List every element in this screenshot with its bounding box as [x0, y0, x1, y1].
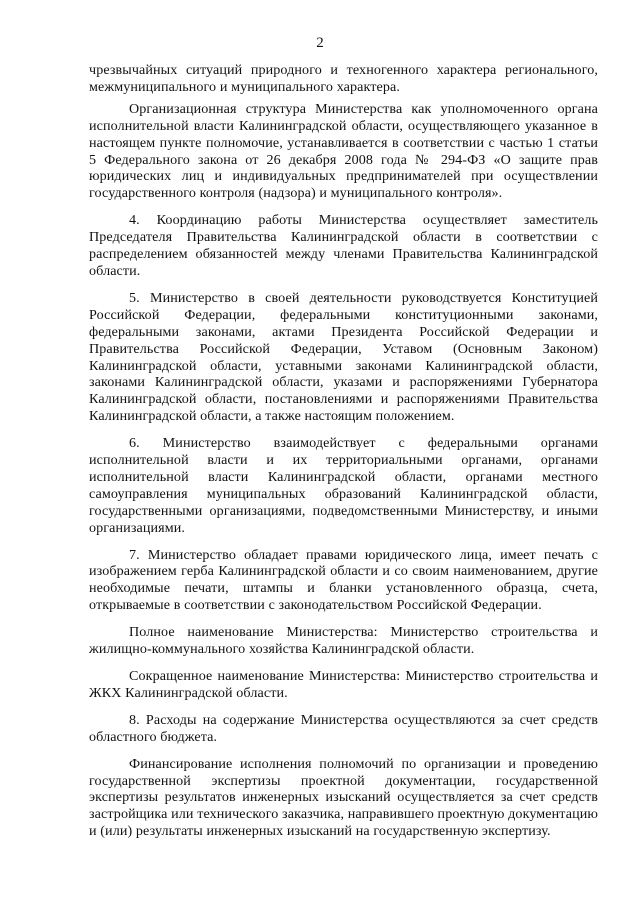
page-number: 2 — [316, 35, 324, 51]
paragraph-financing: Финансирование исполнения полномочий по организации и проведению государственной экспертизы проектной документации, государственной экспертизы результатов инженерных изысканий осуществляется за счет средств застройщика или технического заказчика, направившего проектную документацию и (или) результаты инженерных изысканий на государственную экспертизу. — [89, 755, 598, 840]
document-body — [89, 62, 598, 845]
paragraph-organizational-structure: Организационная структура Министерства как уполномоченного органа исполнительной власти Калининградской области, осуществляющего указанное в настоящем пункте полномочие, устанавливается в соответствии с частью 1 статьи 5 Федерального закона от 26 декабря 2008 года № 294-ФЗ «О защите прав юридических лиц и индивидуальных предпринимателей при осуществлении государственного контроля (надзора) и муниципального контроля». — [89, 100, 598, 202]
paragraph-item-8: 8. Расходы на содержание Министерства осуществляются за счет средств областного бюджета. — [89, 711, 598, 745]
paragraph-item-7: 7. Министерство обладает правами юридического лица, имеет печать с изображением герба Калининградской области и со своим наименованием, другие необходимые печати, штампы и бланки установленного образца, счета, открываемые в соответствии с законодательством Российской Федерации. — [89, 546, 598, 614]
paragraph-item-6: 6. Министерство взаимодействует с федеральными органами исполнительной власти и их территориальными органами, органами исполнительной власти Калининградской области, органами местного самоуправления муниципальных образований Калининградской области, государственными организациями, подведомственными Министерству, и иными организациями. — [89, 435, 598, 536]
paragraph-item-4: 4. Координацию работы Министерства осуществляет заместитель Председателя Правительства Калининградской области в соответствии с распределением обязанностей между членами Правительства Калининградской области. — [89, 212, 598, 279]
paragraph-continuation: чрезвычайных ситуаций природного и техногенного характера регионального, межмуниципального и муниципального характера. — [89, 62, 598, 95]
paragraph-full-name: Полное наименование Министерства: Министерство строительства и жилищно-коммунального хозяйства Калининградской области. — [89, 624, 598, 658]
paragraph-short-name: Сокращенное наименование Министерства: Министерство строительства и ЖКХ Калининградской области. — [89, 668, 598, 701]
paragraph-item-5: 5. Министерство в своей деятельности руководствуется Конституцией Российской Федерации, федеральными конституционными законами, федеральными законами, актами Президента Российской Федерации и Правительства Российской Федерации, Уставом (Основным Законом) Калининградской области, уставными законами Калининградской области, законами Калининградской области, указами и распоряжениями Губернатора Калининградской области, постановлениями и распоряжениями Правительства Калининградской области, а также настоящим положением. — [89, 289, 598, 425]
